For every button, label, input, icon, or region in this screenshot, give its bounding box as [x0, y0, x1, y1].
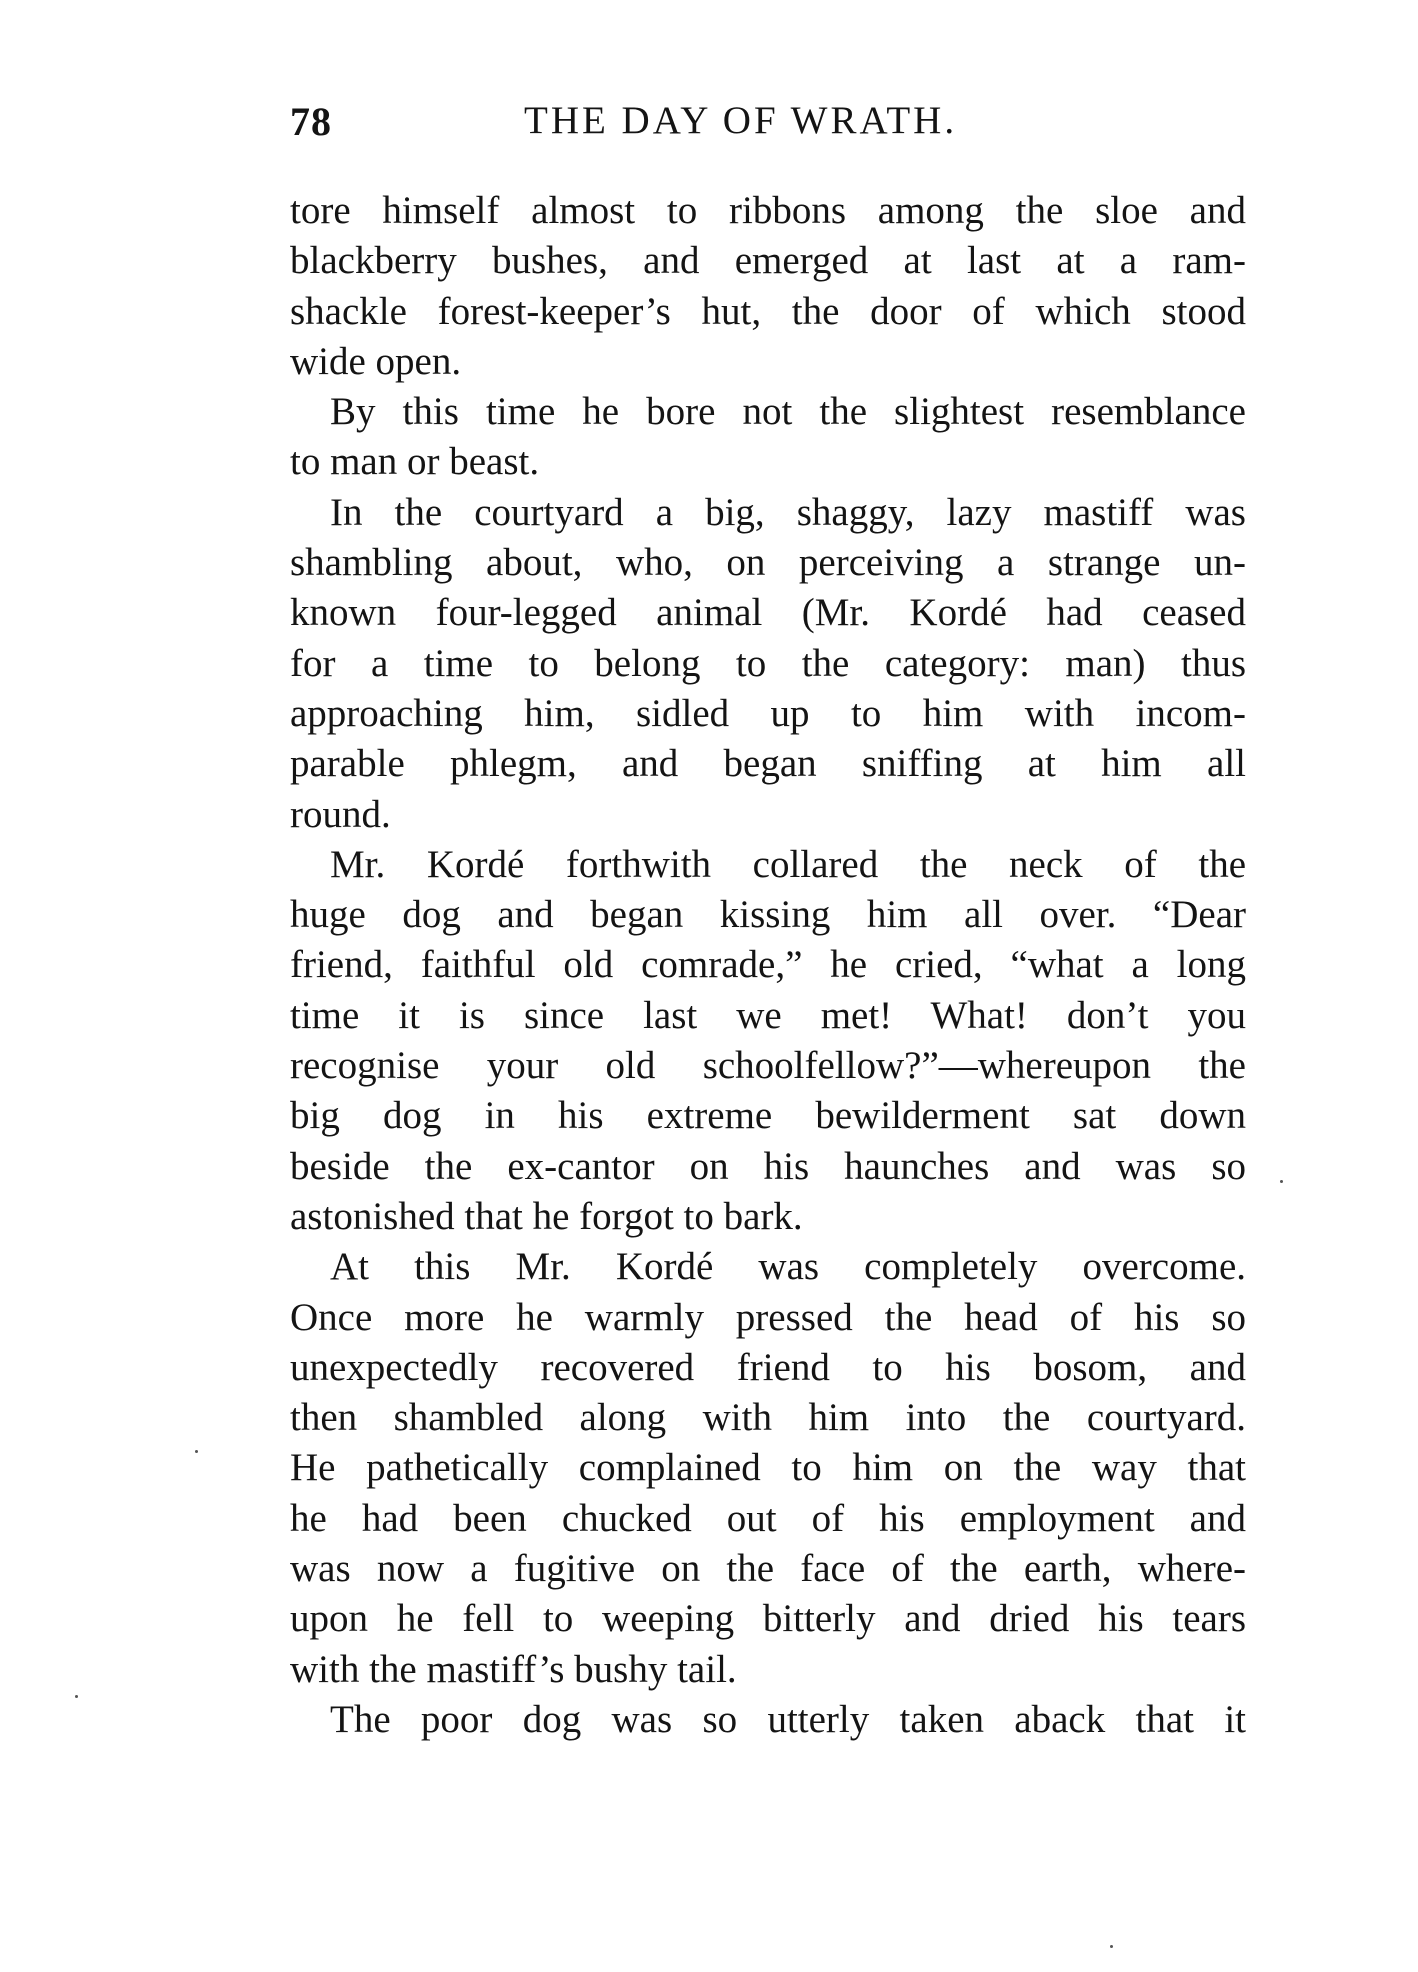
body-text [290, 186, 1246, 1745]
text-line: The poor dog was so utterly taken aback that it [330, 1697, 1246, 1741]
text-line: astonished that he forgot to bark. [290, 1194, 803, 1238]
text-line: blackberry bushes, and emerged at last at a ram- [290, 239, 1246, 283]
text-line: was now a fugitive on the face of the earth, where- [290, 1547, 1246, 1591]
text-line: At this Mr. Kordé was completely overcome. [330, 1245, 1246, 1289]
text-line: shackle forest-keeper’s hut, the door of which stood [290, 289, 1246, 333]
text-line: Once more he warmly pressed the head of his so [290, 1295, 1246, 1339]
text-line: big dog in his extreme bewilderment sat down [290, 1094, 1246, 1138]
text-line: known four-legged animal (Mr. Kordé had ceased [290, 591, 1246, 635]
text-line: parable phlegm, and began sniffing at him all [290, 742, 1246, 786]
text-line: upon he fell to weeping bitterly and dried his tears [290, 1597, 1246, 1641]
text-line: By this time he bore not the slightest resemblance [330, 390, 1246, 434]
text-line: with the mastiff’s bushy tail. [290, 1647, 737, 1691]
text-line: wide open. [290, 339, 462, 383]
page-header [290, 98, 1250, 158]
text-line: unexpectedly recovered friend to his bosom, and [290, 1345, 1246, 1389]
text-line: He pathetically complained to him on the way that [290, 1446, 1246, 1490]
text-line: tore himself almost to ribbons among the sloe and [290, 189, 1246, 232]
text-line: Mr. Kordé forthwith collared the neck of the [330, 842, 1246, 886]
text-line: time it is since last we met! What! don’t you [290, 993, 1246, 1037]
text-line: approaching him, sidled up to him with incom- [290, 691, 1246, 735]
scan-speck [1280, 1180, 1283, 1183]
text-line: to man or beast. [290, 440, 540, 484]
text-line: friend, faithful old comrade,” he cried, “what a long [290, 943, 1246, 987]
text-line: beside the ex-cantor on his haunches and was so [290, 1144, 1246, 1188]
page-number: 78 [290, 99, 332, 144]
text-line: In the courtyard a big, shaggy, lazy mastiff was [330, 490, 1246, 534]
text-line: for a time to belong to the category: man) thus [290, 641, 1246, 685]
scan-speck [1110, 1945, 1113, 1948]
scan-speck [75, 1695, 78, 1698]
text-line: shambling about, who, on perceiving a strange un- [290, 541, 1246, 585]
text-line: huge dog and began kissing him all over. “Dear [290, 893, 1246, 937]
scan-speck [195, 1450, 198, 1453]
text-line: then shambled along with him into the courtyard. [290, 1396, 1246, 1440]
text-line: he had been chucked out of his employment and [290, 1496, 1246, 1540]
text-line: recognise your old schoolfellow?”—whereupon the [290, 1044, 1246, 1088]
text-line: round. [290, 792, 391, 836]
running-title: THE DAY OF WRATH. [524, 99, 958, 142]
